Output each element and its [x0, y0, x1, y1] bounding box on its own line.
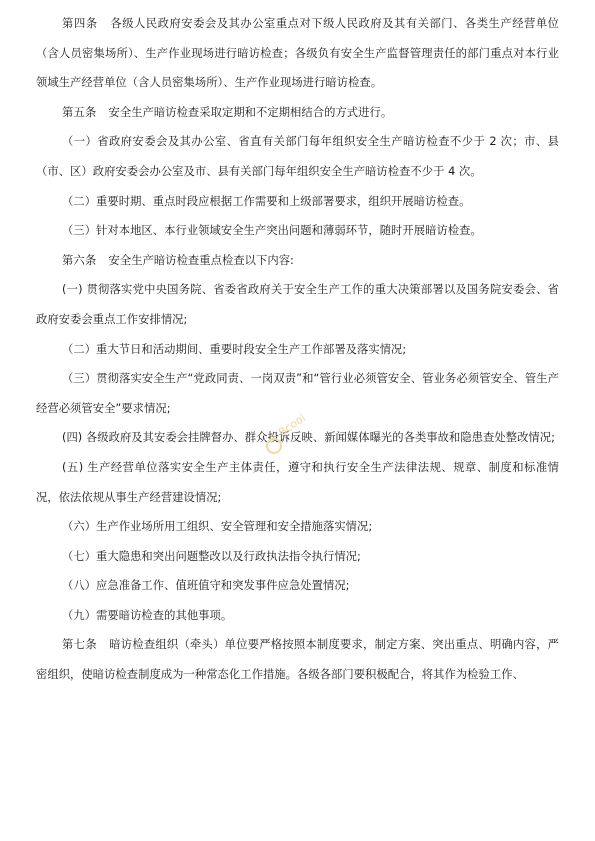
paragraph-article-6	[36, 246, 559, 276]
article-label: 第七条	[62, 638, 98, 652]
paragraph-text: 安全生产暗访检查重点检查以下内容:	[108, 253, 294, 267]
paragraph-text: （六）生产作业场所用工组织、安全管理和安全措施落实情况;	[62, 520, 373, 534]
paragraph-text: （三）针对本地区、本行业领域安全生产突出问题和薄弱环节，随时开展暗访检查。	[62, 224, 482, 238]
paragraph-item	[36, 601, 559, 631]
article-label: 第六条	[62, 253, 97, 267]
paragraph-text: （三）贯彻落实安全生产“党政同责、一岗双责”和“管行业必须管安全、管业务必须管安全、管生产经营必须管安全”要求情况;	[36, 372, 559, 415]
paragraph-text: 暗访检查组织（牵头）单位要严格按照本制度要求，制定方案、突出重点、明确内容，严密组织，使暗访检查制度成为一种常态化工作措施。各级各部门要积极配合，将其作为检验工作、	[36, 638, 559, 682]
paragraph-text: （九）需要暗访检查的其他事项。	[62, 608, 233, 622]
article-label: 第四条	[62, 17, 98, 30]
paragraph-article-4	[36, 9, 559, 98]
article-label: 第五条	[62, 105, 97, 119]
paragraph-item	[36, 275, 559, 334]
paragraph-text: 安全生产暗访检查采取定期和不定期相结合的方式进行。	[108, 105, 393, 119]
watermark-logo	[262, 412, 310, 460]
paragraph-item	[36, 187, 559, 217]
paragraph-text: （七）重大隐患和突出问题整改以及行政执法指令执行情况;	[62, 549, 361, 563]
paragraph-text: （一）省政府安委会及其办公室、省直有关部门每年组织安全生产暗访检查不少于 2 次；市、县（市、区）政府安委会办公室及市、县有关部门每年组织安全生产暗访检查不少于 4 次。	[36, 135, 559, 178]
paragraph-text: （八）应急准备工作、值班值守和突发事件应急处置情况;	[62, 579, 350, 593]
paragraph-text: 各级人民政府安委会及其办公室重点对下级人民政府及其有关部门、各类生产经营单位（含人员密集场所）、生产作业现场进行暗访检查；各级负有安全生产监督管理责任的部门重点对本行业领域生产经营单位（含人员密集场所）、生产作业现场进行暗访检查。	[36, 17, 559, 90]
document-body	[36, 9, 559, 690]
paragraph-article-5	[36, 98, 559, 128]
paragraph-item	[36, 542, 559, 572]
paragraph-text: （二）重要时期、重点时段应根据工作需要和上级部署要求，组织开展暗访检查。	[62, 194, 471, 208]
paragraph-item	[36, 512, 559, 542]
paragraph-item	[36, 216, 559, 246]
paragraph-item	[36, 335, 559, 365]
paragraph-article-7	[36, 630, 559, 689]
paragraph-text: (四) 各级政府及其安委会挂牌督办、群众投诉反映、新闻媒体曝光的各类事故和隐患查处整改情况;	[62, 431, 555, 445]
paragraph-text: （二）重大节日和活动期间、重要时段安全生产工作部署及落实情况;	[62, 342, 407, 356]
paragraph-text: (一) 贯彻落实党中央国务院、省委省政府关于安全生产工作的重大决策部署以及国务院安委会、省政府安委会重点工作安排情况;	[36, 283, 559, 326]
paragraph-item	[36, 453, 559, 512]
paragraph-text: (五) 生产经营单位落实安全生产主体责任，遵守和执行安全生产法律法规、规章、制度和标准情况，依法依规从事生产经营建设情况;	[36, 460, 559, 504]
paragraph-item	[36, 571, 559, 601]
paragraph-item	[36, 127, 559, 186]
svg-text:Bcool: Bcool	[275, 412, 308, 440]
